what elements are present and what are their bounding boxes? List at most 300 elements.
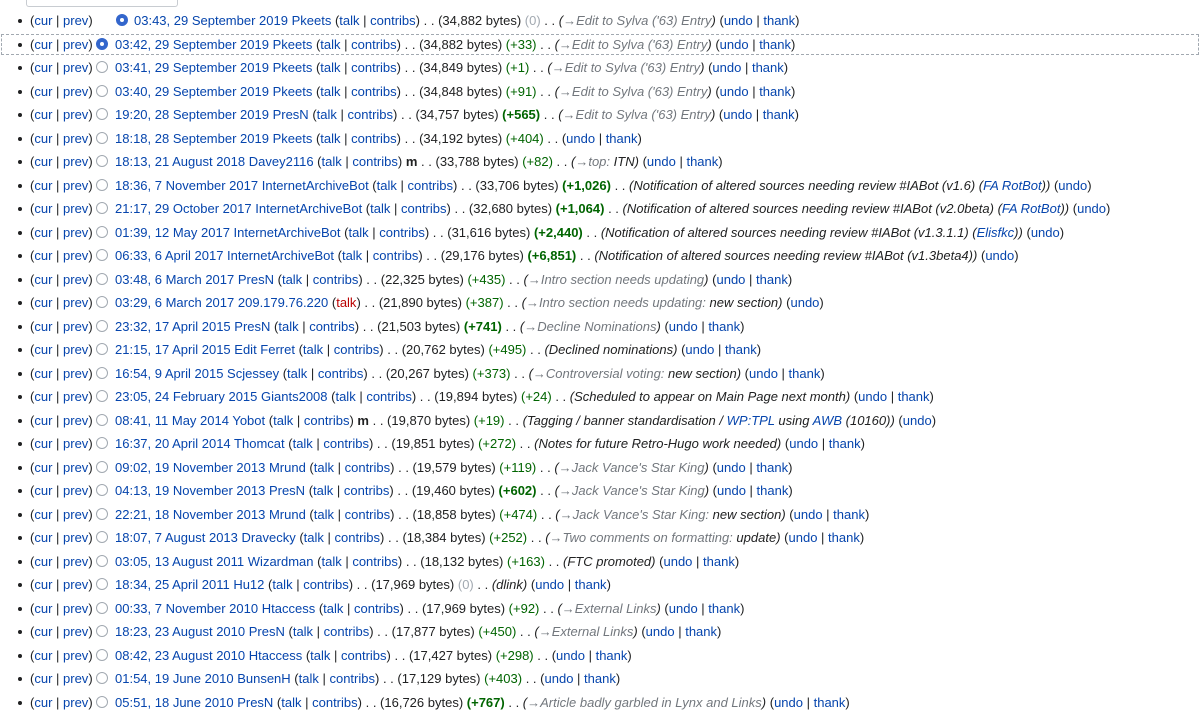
thank-link[interactable]: thank	[756, 459, 789, 475]
user-link[interactable]: Htaccess	[248, 647, 303, 663]
cur-link[interactable]: cur	[34, 107, 53, 122]
cur-link[interactable]: cur	[34, 365, 53, 381]
user-link[interactable]: Thomcat	[234, 436, 285, 451]
user-link[interactable]: Scjessey	[227, 365, 280, 381]
compare-radio[interactable]	[96, 696, 108, 708]
undo-link[interactable]: undo	[668, 318, 698, 334]
prev-link[interactable]: prev	[63, 130, 89, 146]
revision-date-link[interactable]: 18:34, 25 April 2011	[115, 577, 230, 592]
cur-link[interactable]: cur	[34, 530, 53, 545]
user-link[interactable]: 209.179.76.220	[237, 295, 329, 310]
compare-radio[interactable]	[96, 343, 108, 355]
cur-link[interactable]: cur	[34, 60, 53, 75]
prev-link[interactable]: prev	[63, 600, 89, 616]
cur-link[interactable]: cur	[34, 201, 53, 216]
byte-diff: (+404)	[505, 130, 544, 146]
section-link[interactable]: →Jack Vance's Star King	[558, 483, 705, 498]
undo-link[interactable]: undo	[723, 107, 753, 122]
user-contribs-link[interactable]: contribs	[333, 342, 380, 357]
compare-radio[interactable]	[96, 38, 108, 50]
section-link[interactable]: →Decline Nominations	[524, 318, 657, 334]
user-link[interactable]: InternetArchiveBot	[261, 177, 369, 193]
undo-link[interactable]: undo	[719, 83, 749, 99]
thank-link[interactable]: thank	[813, 694, 846, 710]
byte-size: (21,503 bytes)	[377, 318, 461, 334]
user-contribs-link[interactable]: contribs	[407, 177, 454, 193]
cur-link[interactable]: cur	[34, 459, 53, 475]
compare-radio[interactable]	[96, 367, 108, 379]
undo-link[interactable]: undo	[749, 365, 778, 381]
user-link[interactable]: Giants2008	[261, 389, 328, 404]
undo-link[interactable]: undo	[985, 248, 1015, 263]
user-talk-link[interactable]: talk	[281, 694, 302, 710]
user-contribs-link[interactable]: contribs	[334, 530, 381, 545]
user-contribs-link[interactable]: contribs	[366, 389, 412, 404]
user-link[interactable]: PresN	[237, 694, 274, 710]
user-contribs-link[interactable]: contribs	[351, 60, 397, 75]
cur-link[interactable]: cur	[34, 177, 53, 193]
cur-link[interactable]: cur	[34, 624, 53, 639]
cur-link[interactable]: cur	[34, 553, 53, 569]
user-talk-link[interactable]: talk	[298, 671, 319, 686]
prev-link[interactable]: prev	[63, 671, 89, 686]
revision-date-link[interactable]: 03:29, 6 March 2017	[115, 295, 235, 310]
thank-link[interactable]: thank	[574, 577, 607, 592]
user-contribs-link[interactable]: contribs	[354, 600, 400, 616]
cur-link[interactable]: cur	[34, 130, 53, 146]
thank-link[interactable]: thank	[708, 600, 741, 616]
prev-link[interactable]: prev	[63, 318, 89, 334]
user-contribs-link[interactable]: contribs	[347, 107, 394, 122]
compare-radio[interactable]	[96, 578, 108, 590]
user-link[interactable]: InternetArchiveBot	[227, 248, 334, 263]
revision-date-link[interactable]: 08:41, 11 May 2014	[115, 412, 229, 428]
undo-link[interactable]: undo	[645, 624, 675, 639]
user-talk-link[interactable]: talk	[321, 553, 342, 569]
prev-link[interactable]: prev	[63, 506, 89, 522]
user-link[interactable]: PresN	[234, 318, 271, 334]
cur-link[interactable]: cur	[34, 412, 53, 428]
cur-prev-links: (cur | prev)	[30, 271, 93, 287]
undo-link[interactable]: undo	[902, 412, 932, 428]
prev-link[interactable]: prev	[63, 83, 89, 99]
compare-radio[interactable]	[96, 437, 108, 449]
thank-link[interactable]: thank	[759, 83, 791, 99]
user-link[interactable]: Htaccess	[261, 600, 316, 616]
compare-radio[interactable]	[96, 249, 108, 261]
compare-radio[interactable]	[96, 531, 108, 543]
cur-link[interactable]: cur	[34, 154, 53, 169]
cur-link[interactable]: cur	[34, 13, 53, 28]
list-bullet	[18, 395, 22, 399]
section-link[interactable]: →Edit to Sylva ('63) Entry	[551, 60, 701, 75]
user-talk-link[interactable]: talk	[348, 224, 369, 240]
revision-date-link[interactable]: 05:51, 18 June 2010	[115, 694, 234, 710]
user-talk-link[interactable]: talk	[272, 577, 293, 592]
section-link[interactable]: →Intro section needs updating:	[525, 295, 706, 310]
prev-link[interactable]: prev	[63, 694, 89, 710]
prev-link[interactable]: prev	[63, 577, 89, 592]
user-talk-link[interactable]: talk	[339, 13, 360, 28]
undo-link[interactable]: undo	[774, 694, 803, 710]
prev-link[interactable]: prev	[63, 154, 89, 169]
undo-link[interactable]: undo	[668, 600, 698, 616]
summary-link[interactable]: FA RotBot	[983, 177, 1042, 193]
byte-size: (17,877 bytes)	[391, 624, 475, 639]
undo-link[interactable]: undo	[712, 60, 742, 75]
revision-date-link[interactable]: 01:54, 19 June 2010	[115, 671, 234, 686]
prev-link[interactable]: prev	[63, 530, 89, 545]
user-contribs-link[interactable]: contribs	[323, 436, 369, 451]
cur-link[interactable]: cur	[34, 271, 53, 287]
user-talk-link[interactable]: talk	[323, 600, 344, 616]
user-link[interactable]: Mrund	[268, 506, 306, 522]
thank-link[interactable]: thank	[751, 60, 784, 75]
cur-link[interactable]: cur	[34, 483, 53, 498]
compare-radio[interactable]	[96, 414, 108, 426]
section-link[interactable]: →top:	[575, 154, 611, 169]
user-talk-link[interactable]: talk	[376, 177, 397, 193]
undo-link[interactable]: undo	[566, 130, 596, 146]
compare-radio[interactable]	[96, 179, 108, 191]
thank-link[interactable]: thank	[686, 154, 719, 169]
prev-link[interactable]: prev	[63, 365, 89, 381]
compare-radio[interactable]	[96, 320, 108, 332]
revision-date-link[interactable]: 01:39, 12 May 2017	[115, 224, 230, 240]
user-contribs-link[interactable]: contribs	[303, 412, 350, 428]
revision-date-link[interactable]: 21:17, 29 October 2017	[115, 201, 252, 216]
section-link[interactable]: →Edit to Sylva ('63) Entry	[558, 83, 708, 99]
cur-link[interactable]: cur	[34, 577, 53, 592]
user-contribs-link[interactable]: contribs	[351, 36, 397, 52]
section-link[interactable]: →Jack Vance's Star King:	[559, 506, 710, 522]
revision-details: 18:13, 21 August 2018 Davey2116 (talk | contribs) m . . (33,788 bytes) (+82) . . (→top: ITN) (undo | thank)	[115, 154, 723, 169]
compare-radio[interactable]	[96, 672, 108, 684]
user-contribs-link[interactable]: contribs	[309, 318, 355, 334]
compare-radio[interactable]	[96, 155, 108, 167]
cur-link[interactable]: cur	[34, 248, 53, 263]
user-talk-link[interactable]: talk	[320, 83, 341, 99]
user-talk-link[interactable]: talk	[341, 248, 363, 263]
prev-link[interactable]: prev	[63, 647, 89, 663]
thank-link[interactable]: thank	[584, 671, 616, 686]
thank-link[interactable]: thank	[759, 36, 791, 52]
prev-link[interactable]: prev	[63, 177, 89, 193]
revision-date-link[interactable]: 19:20, 28 September 2019	[115, 107, 269, 122]
compare-radio[interactable]	[96, 273, 108, 285]
cur-link[interactable]: cur	[34, 36, 53, 52]
user-link[interactable]: Wizardman	[247, 553, 314, 569]
revision-date-link[interactable]: 22:21, 18 November 2013	[115, 506, 266, 522]
undo-link[interactable]: undo	[646, 154, 676, 169]
compare-radio[interactable]	[96, 649, 108, 661]
prev-link[interactable]: prev	[63, 483, 89, 498]
compare-radio[interactable]	[96, 555, 108, 567]
prev-link[interactable]: prev	[63, 248, 89, 263]
thank-link[interactable]: thank	[703, 553, 735, 569]
byte-diff: (+373)	[472, 365, 511, 381]
user-contribs-link[interactable]: contribs	[312, 694, 358, 710]
prev-link[interactable]: prev	[63, 459, 89, 475]
user-talk-link[interactable]: talk	[320, 36, 341, 52]
user-talk-link[interactable]: talk	[320, 130, 341, 146]
revision-date-link[interactable]: 23:05, 24 February 2015	[115, 389, 258, 404]
revision-date-link[interactable]: 03:41, 29 September 2019	[115, 60, 269, 75]
cur-link[interactable]: cur	[34, 389, 53, 404]
revision-date-link[interactable]: 18:36, 7 November 2017	[115, 177, 259, 193]
thank-link[interactable]: thank	[605, 130, 638, 146]
compare-radio[interactable]	[96, 625, 108, 637]
undo-link[interactable]: undo	[685, 342, 715, 357]
user-link[interactable]: Dravecky	[241, 530, 296, 545]
revision-date-link[interactable]: 16:37, 20 April 2014	[115, 436, 231, 451]
user-talk-link[interactable]: talk	[320, 60, 341, 75]
prev-link[interactable]: prev	[63, 436, 89, 451]
user-talk-link[interactable]: talk	[310, 647, 331, 663]
user-talk-link[interactable]: talk	[335, 389, 356, 404]
summary-link[interactable]: FA RotBot	[1001, 201, 1061, 216]
thank-link[interactable]: thank	[828, 530, 860, 545]
user-contribs-link[interactable]: contribs	[312, 271, 359, 287]
user-talk-link[interactable]: talk	[370, 201, 391, 216]
user-link[interactable]: Pkeets	[272, 36, 313, 52]
compare-radio[interactable]	[116, 14, 128, 26]
revision-date-link[interactable]: 23:32, 17 April 2015	[115, 318, 231, 334]
thank-link[interactable]: thank	[788, 365, 821, 381]
thank-link[interactable]: thank	[756, 271, 788, 287]
summary-link[interactable]: WP:TPL	[726, 412, 775, 428]
user-contribs-link[interactable]: contribs	[372, 248, 419, 263]
undo-link[interactable]: undo	[716, 271, 746, 287]
prev-link[interactable]: prev	[63, 295, 89, 310]
user-contribs-link[interactable]: contribs	[352, 553, 398, 569]
user-link[interactable]: Davey2116	[248, 154, 314, 169]
thank-link[interactable]: thank	[685, 624, 718, 639]
compare-radio[interactable]	[96, 296, 108, 308]
undo-link[interactable]: undo	[663, 553, 693, 569]
thank-link[interactable]: thank	[724, 342, 757, 357]
user-talk-link[interactable]: talk	[303, 530, 324, 545]
user-talk-link[interactable]: talk	[292, 624, 314, 639]
cur-link[interactable]: cur	[34, 342, 53, 357]
compare-radio[interactable]	[96, 461, 108, 473]
user-link[interactable]: Yobot	[232, 412, 266, 428]
cur-link[interactable]: cur	[34, 506, 53, 522]
cur-link[interactable]: cur	[34, 647, 53, 663]
user-link[interactable]: Pkeets	[272, 60, 313, 75]
prev-link[interactable]: prev	[63, 412, 89, 428]
undo-link[interactable]: undo	[1030, 224, 1060, 240]
revision-date-link[interactable]: 03:05, 13 August 2011	[115, 553, 245, 569]
compare-radio[interactable]	[96, 61, 108, 73]
edit-summary: (→Article badly garbled in Lynx and Links)	[522, 694, 767, 710]
prev-link[interactable]: prev	[63, 624, 89, 639]
summary-link[interactable]: AWB	[812, 412, 843, 428]
cur-link[interactable]: cur	[34, 83, 53, 99]
revision-row	[0, 385, 1200, 409]
thank-link[interactable]: thank	[756, 483, 789, 498]
revision-details: 16:54, 9 April 2015 Scjessey (talk | contribs) . . (20,267 bytes) (+373) . . (→Controversial voting: new section) (undo | thank)	[115, 365, 825, 381]
revision-date-link[interactable]: 18:13, 21 August 2018	[115, 154, 246, 169]
undo-link[interactable]: undo	[556, 647, 585, 663]
section-link[interactable]: →Edit to Sylva ('63) Entry	[562, 107, 711, 122]
user-contribs-link[interactable]: contribs	[341, 647, 387, 663]
user-contribs-link[interactable]: contribs	[351, 130, 397, 146]
user-contribs-link[interactable]: contribs	[370, 13, 416, 28]
user-talk-link[interactable]: talk	[302, 342, 324, 357]
section-link[interactable]: →Article badly garbled in Lynx and Links	[527, 694, 762, 710]
user-link[interactable]: InternetArchiveBot	[255, 201, 363, 216]
prev-link[interactable]: prev	[63, 553, 89, 569]
section-link[interactable]: →Edit to Sylva ('63) Entry	[558, 36, 708, 52]
user-link[interactable]: InternetArchiveBot	[233, 224, 341, 240]
undo-link[interactable]: undo	[858, 389, 888, 404]
revision-date-link[interactable]: 00:33, 7 November 2010	[115, 600, 259, 616]
thank-link[interactable]: thank	[833, 506, 865, 522]
cur-link[interactable]: cur	[34, 600, 53, 616]
user-talk-link[interactable]: talk	[313, 483, 334, 498]
undo-link[interactable]: undo	[788, 530, 818, 545]
thank-link[interactable]: thank	[828, 436, 861, 451]
section-link[interactable]: →Intro section needs updating	[527, 271, 705, 287]
prev-link[interactable]: prev	[63, 271, 89, 287]
user-link[interactable]: BunsenH	[237, 671, 291, 686]
user-contribs-link[interactable]: contribs	[343, 483, 390, 498]
cur-link[interactable]: cur	[34, 671, 53, 686]
user-talk-link[interactable]: talk	[336, 295, 357, 310]
compare-radio[interactable]	[96, 484, 108, 496]
prev-link[interactable]: prev	[63, 342, 89, 357]
revision-details: 08:41, 11 May 2014 Yobot (talk | contribs) m . . (19,870 bytes) (+19) . . (Tagging / banner standardisation / WP:TPL using AWB (10160)) (undo)	[115, 412, 937, 428]
prev-link[interactable]: prev	[63, 60, 89, 75]
prev-link[interactable]: prev	[63, 13, 89, 28]
user-link[interactable]: Pkeets	[272, 130, 313, 146]
revision-date-link[interactable]: 21:15, 17 April 2015	[115, 342, 231, 357]
user-talk-link[interactable]: talk	[313, 459, 334, 475]
thank-link[interactable]: thank	[763, 13, 796, 28]
compare-radio[interactable]	[96, 602, 108, 614]
user-contribs-link[interactable]: contribs	[303, 577, 349, 592]
compare-radio[interactable]	[96, 202, 108, 214]
user-link[interactable]: Pkeets	[291, 13, 332, 28]
undo-link[interactable]: undo	[789, 436, 819, 451]
thank-link[interactable]: thank	[762, 107, 795, 122]
undo-link[interactable]: undo	[793, 506, 823, 522]
edit-summary: (Notification of altered sources needing review #IABot (v1.6) (FA RotBot))	[629, 177, 1051, 193]
revision-date-link[interactable]: 16:54, 9 April 2015	[115, 365, 224, 381]
user-link[interactable]: PresN	[248, 624, 285, 639]
revision-date-link[interactable]: 03:40, 29 September 2019	[115, 83, 269, 99]
user-link[interactable]: Pkeets	[272, 83, 313, 99]
compare-radio[interactable]	[96, 508, 108, 520]
thank-link[interactable]: thank	[708, 318, 741, 334]
section-link[interactable]: →Jack Vance's Star King	[558, 459, 705, 475]
user-contribs-link[interactable]: contribs	[323, 624, 370, 639]
cur-link[interactable]: cur	[34, 694, 53, 710]
revision-date-link[interactable]: 03:42, 29 September 2019	[115, 36, 269, 52]
compare-radio[interactable]	[96, 132, 108, 144]
section-link[interactable]: →External Links	[538, 624, 634, 639]
user-talk-link[interactable]: talk	[278, 318, 299, 334]
undo-link[interactable]: undo	[535, 577, 565, 592]
undo-link[interactable]: undo	[1077, 201, 1107, 216]
compare-radio[interactable]	[96, 390, 108, 402]
user-talk-link[interactable]: talk	[287, 365, 308, 381]
user-link[interactable]: Mrund	[268, 459, 306, 475]
user-talk-link[interactable]: talk	[273, 412, 294, 428]
compare-radio[interactable]	[96, 85, 108, 97]
user-contribs-link[interactable]: contribs	[344, 506, 391, 522]
revision-row	[0, 9, 1200, 33]
thank-link[interactable]: thank	[897, 389, 930, 404]
compare-radio[interactable]	[96, 226, 108, 238]
revision-date-link[interactable]: 09:02, 19 November 2013	[115, 459, 266, 475]
user-contribs-link[interactable]: contribs	[379, 224, 425, 240]
section-link[interactable]: →Two comments on formatting:	[549, 530, 733, 545]
prev-link[interactable]: prev	[63, 107, 89, 122]
user-contribs-link[interactable]: contribs	[352, 154, 398, 169]
section-link[interactable]: →Controversial voting:	[532, 365, 665, 381]
compare-radio[interactable]	[96, 108, 108, 120]
user-link[interactable]: PresN	[272, 107, 309, 122]
undo-link[interactable]: undo	[1058, 177, 1088, 193]
revision-date-link[interactable]: 18:23, 23 August 2010	[115, 624, 246, 639]
user-contribs-link[interactable]: contribs	[400, 201, 447, 216]
user-talk-link[interactable]: talk	[316, 107, 337, 122]
prev-link[interactable]: prev	[63, 224, 89, 240]
revision-date-link[interactable]: 04:13, 19 November 2013	[115, 483, 266, 498]
user-contribs-link[interactable]: contribs	[344, 459, 391, 475]
thank-link[interactable]: thank	[595, 647, 628, 663]
revision-date-link[interactable]: 03:48, 6 March 2017	[115, 271, 235, 287]
revision-date-link[interactable]: 18:07, 7 August 2013	[115, 530, 238, 545]
revision-date-link[interactable]: 03:43, 29 September 2019	[134, 13, 288, 28]
section-link[interactable]: →Edit to Sylva ('63) Entry	[563, 13, 712, 28]
user-contribs-link[interactable]: contribs	[317, 365, 364, 381]
user-link[interactable]: PresN	[237, 271, 274, 287]
cur-link[interactable]: cur	[34, 295, 53, 310]
user-link[interactable]: Hu12	[233, 577, 265, 592]
undo-link[interactable]: undo	[544, 671, 574, 686]
revision-date-link[interactable]: 06:33, 6 April 2017	[115, 248, 224, 263]
user-talk-link[interactable]: talk	[313, 506, 334, 522]
revision-row	[0, 597, 1200, 621]
revision-date-link[interactable]: 08:42, 23 August 2010	[115, 647, 246, 663]
undo-link[interactable]: undo	[723, 13, 753, 28]
summary-link[interactable]: Elisfkc	[976, 224, 1015, 240]
revision-row	[0, 620, 1200, 644]
user-link[interactable]: Edit Ferret	[234, 342, 295, 357]
user-contribs-link[interactable]: contribs	[329, 671, 375, 686]
prev-link[interactable]: prev	[63, 201, 89, 216]
prev-link[interactable]: prev	[63, 389, 89, 404]
undo-link[interactable]: undo	[716, 459, 746, 475]
user-talk-link[interactable]: talk	[281, 271, 303, 287]
section-link[interactable]: →External Links	[561, 600, 657, 616]
revision-date-link[interactable]: 18:18, 28 September 2019	[115, 130, 269, 146]
cur-link[interactable]: cur	[34, 318, 53, 334]
undo-link[interactable]: undo	[790, 295, 820, 310]
user-talk-link[interactable]: talk	[292, 436, 313, 451]
user-talk-link[interactable]: talk	[321, 154, 342, 169]
undo-link[interactable]: undo	[717, 483, 746, 498]
user-contribs-link[interactable]: contribs	[351, 83, 397, 99]
user-link[interactable]: PresN	[268, 483, 306, 498]
prev-link[interactable]: prev	[63, 36, 89, 52]
undo-link[interactable]: undo	[719, 36, 749, 52]
cur-link[interactable]: cur	[34, 224, 53, 240]
cur-link[interactable]: cur	[34, 436, 53, 451]
